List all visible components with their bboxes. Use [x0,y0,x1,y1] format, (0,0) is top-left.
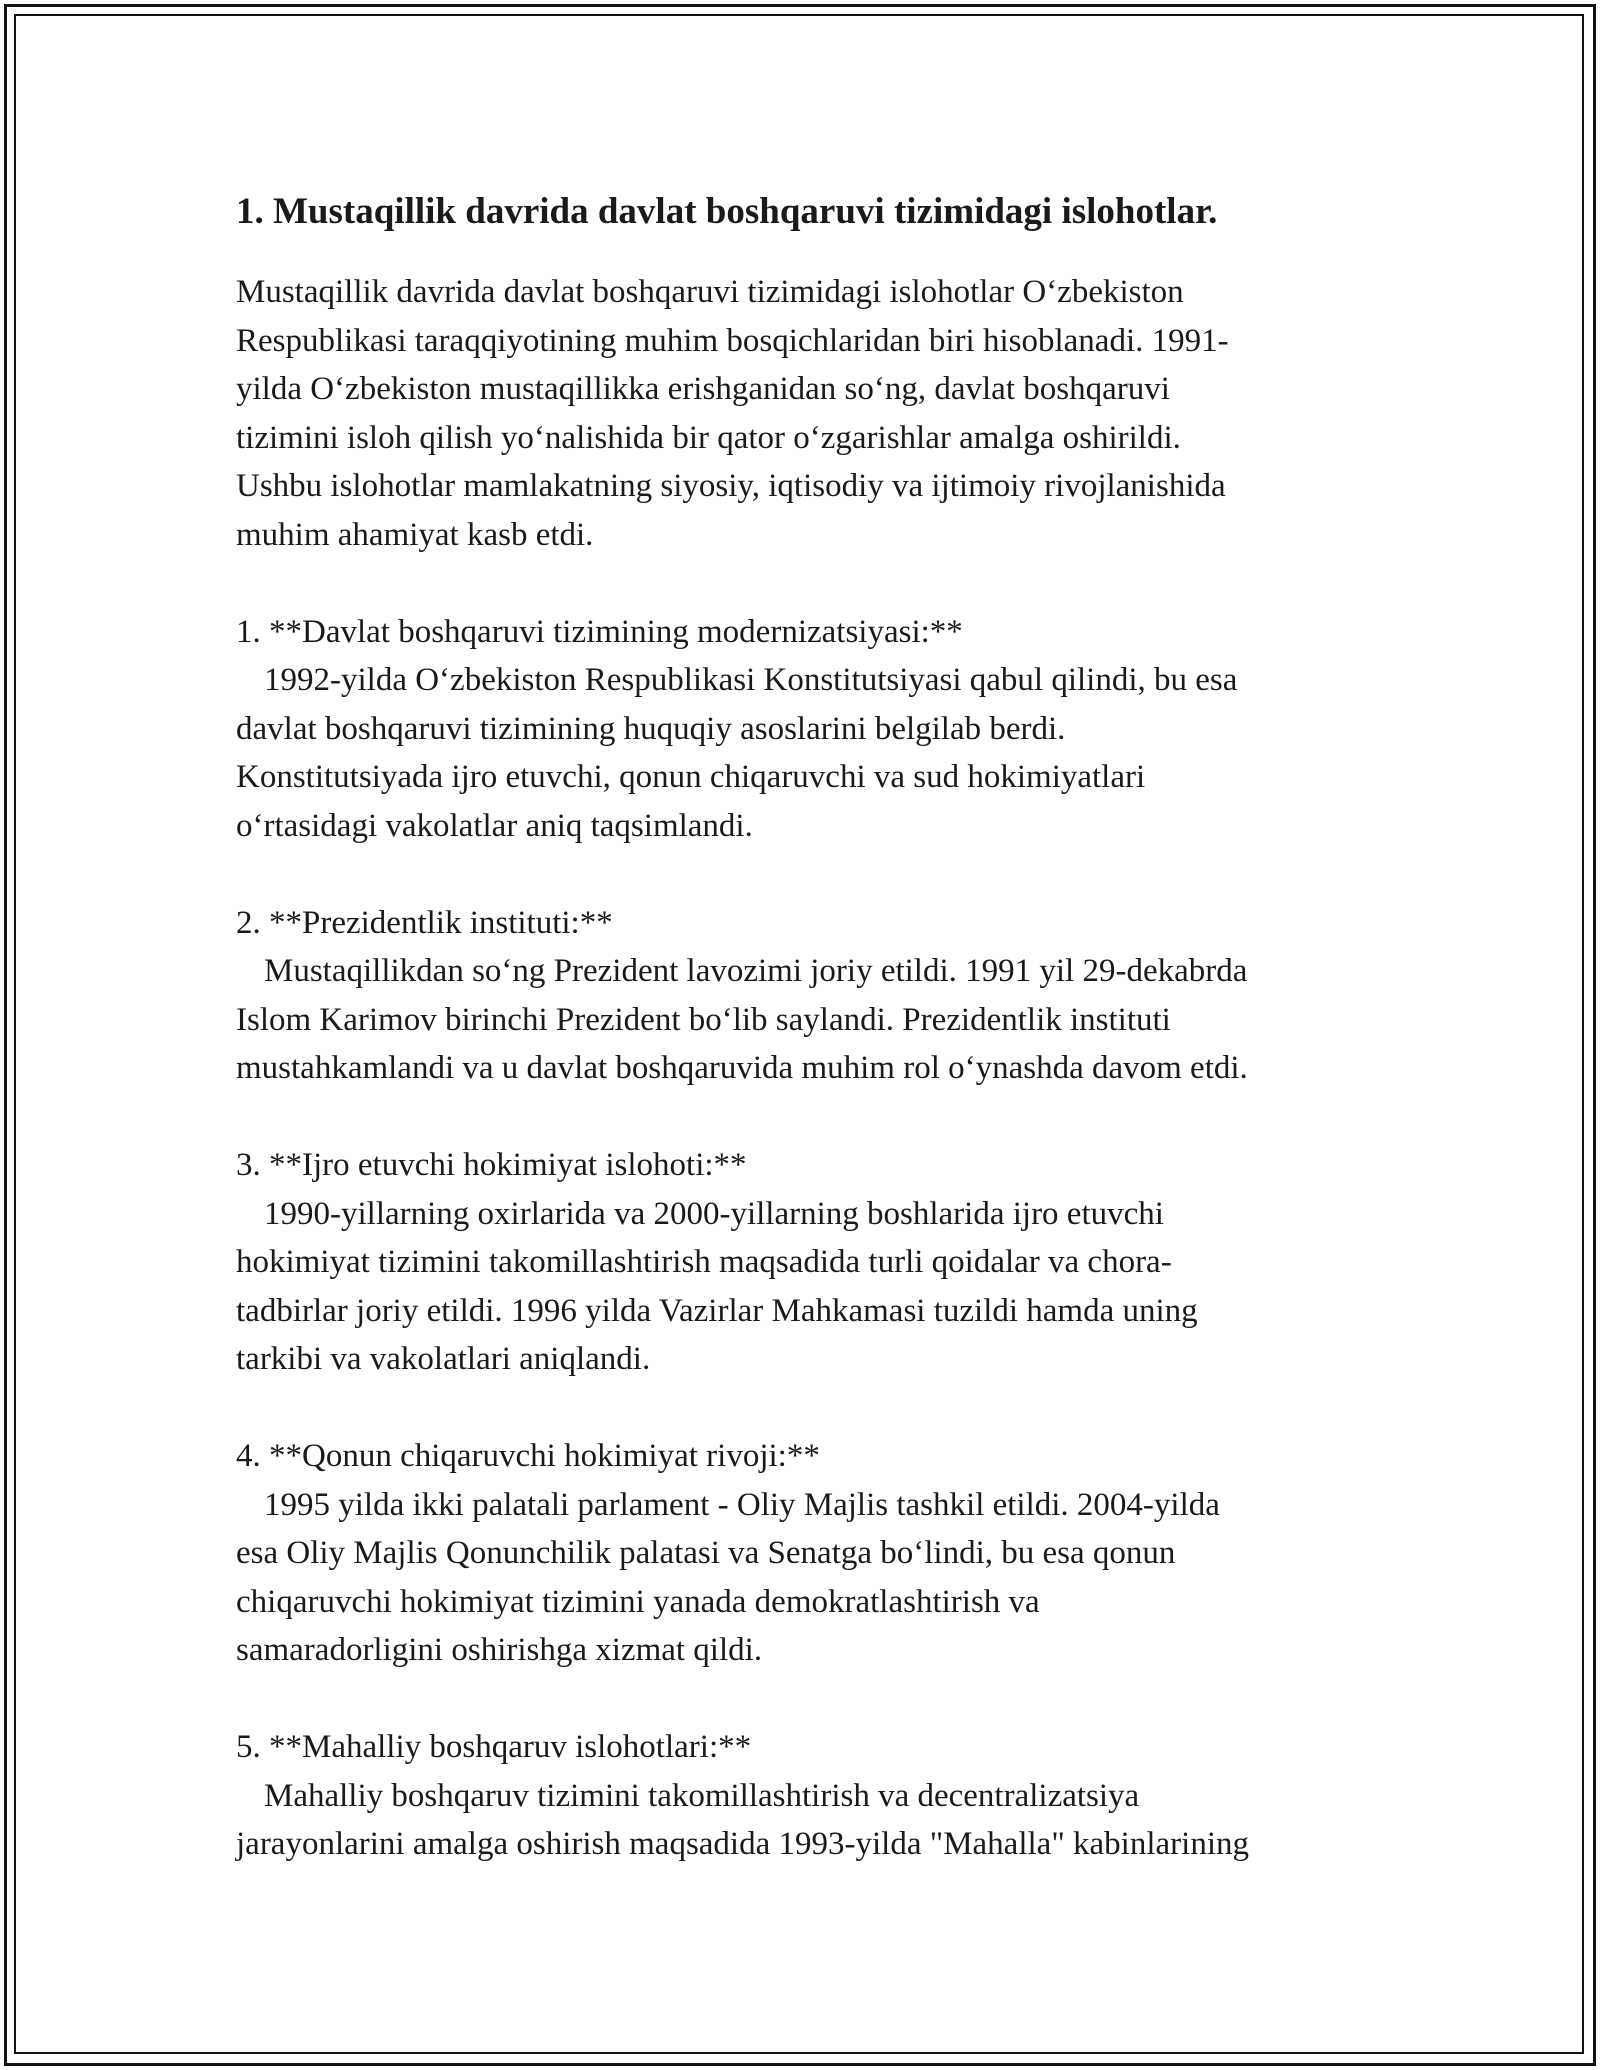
section-line: jarayonlarini amalga oshirish maqsadida 1993-yilda "Mahalla" kabinlarining [236,1826,1249,1862]
section-line: samaradorligini oshirishga xizmat qildi. [236,1632,763,1668]
intro-line: Respublikasi taraqqiyotining muhim bosqichlaridan biri hisoblanadi. 1991- [236,322,1229,359]
section-5 [236,1723,1416,1869]
section-line: o‘rtasidagi vakolatlar aniq taqsimlandi. [236,807,753,844]
section-body [236,947,1416,1093]
section-line: Konstitutsiyada ijro etuvchi, qonun chiqaruvchi va sud hokimiyatlari [236,759,1146,795]
intro-line: yilda O‘zbekiston mustaqillikka erishganidan so‘ng, davlat boshqaruvi [236,371,1170,407]
section-line: 1990-yillarning oxirlarida va 2000-yillarning boshlarida ijro etuvchi [264,1195,1164,1232]
section-line: tadbirlar joriy etildi. 1996 yilda Vazirlar Mahkamasi tuzildi hamda uning [236,1292,1198,1329]
section-line: esa Oliy Majlis Qonunchilik palatasi va Senatga bo‘lindi, bu esa qonun [236,1535,1176,1571]
intro-line: tizimini isloh qilish yo‘nalishida bir qator o‘zgarishlar amalga oshirildi. [236,419,1181,456]
section-body [236,1481,1416,1675]
section-body [236,1190,1416,1384]
section-heading: 2. **Prezidentlik instituti:** [236,904,613,941]
section-line: davlat boshqaruvi tizimining huquqiy asoslarini belgilab berdi. [236,710,1066,747]
section-line: hokimiyat tizimini takomillashtirish maqsadida turli qoidalar va chora- [236,1244,1172,1280]
section-body [236,1772,1416,1869]
intro-paragraph [236,268,1416,559]
document-page [236,188,1416,1917]
section-3 [236,1141,1416,1384]
section-line: Islom Karimov birinchi Prezident bo‘lib saylandi. Prezidentlik instituti [236,1001,1171,1038]
section-4 [236,1432,1416,1675]
intro-line: Mustaqillik davrida davlat boshqaruvi tizimidagi islohotlar O‘zbekiston [236,274,1184,310]
section-2 [236,899,1416,1093]
section-line: mustahkamlandi va u davlat boshqaruvida muhim rol o‘ynashda davom etdi. [236,1050,1248,1086]
section-heading: 3. **Ijro etuvchi hokimiyat islohoti:** [236,1147,747,1183]
document-title: 1. Mustaqillik davrida davlat boshqaruvi tizimidagi islohotlar. [236,191,1218,232]
section-line: Mustaqillikdan so‘ng Prezident lavozimi joriy etildi. 1991 yil 29-dekabrda [264,953,1248,989]
section-line: Mahalliy boshqaruv tizimini takomillashtirish va decentralizatsiya [264,1777,1140,1814]
section-heading: 5. **Mahalliy boshqaruv islohotlari:** [236,1729,752,1765]
section-heading: 1. **Davlat boshqaruvi tizimining modernizatsiyasi:** [236,613,963,650]
section-line: 1995 yilda ikki palatali parlament - Oliy Majlis tashkil etildi. 2004-yilda [264,1486,1220,1523]
section-1 [236,608,1416,851]
section-line: tarkibi va vakolatlari aniqlandi. [236,1341,651,1377]
section-heading: 4. **Qonun chiqaruvchi hokimiyat rivoji:** [236,1438,820,1474]
intro-line: muhim ahamiyat kasb etdi. [236,516,594,553]
section-line: chiqaruvchi hokimiyat tizimini yanada demokratlashtirish va [236,1583,1040,1620]
section-line: 1992-yilda O‘zbekiston Respublikasi Konstitutsiyasi qabul qilindi, bu esa [264,662,1238,698]
intro-line: Ushbu islohotlar mamlakatning siyosiy, iqtisodiy va ijtimoiy rivojlanishida [236,468,1226,504]
section-body [236,656,1416,850]
